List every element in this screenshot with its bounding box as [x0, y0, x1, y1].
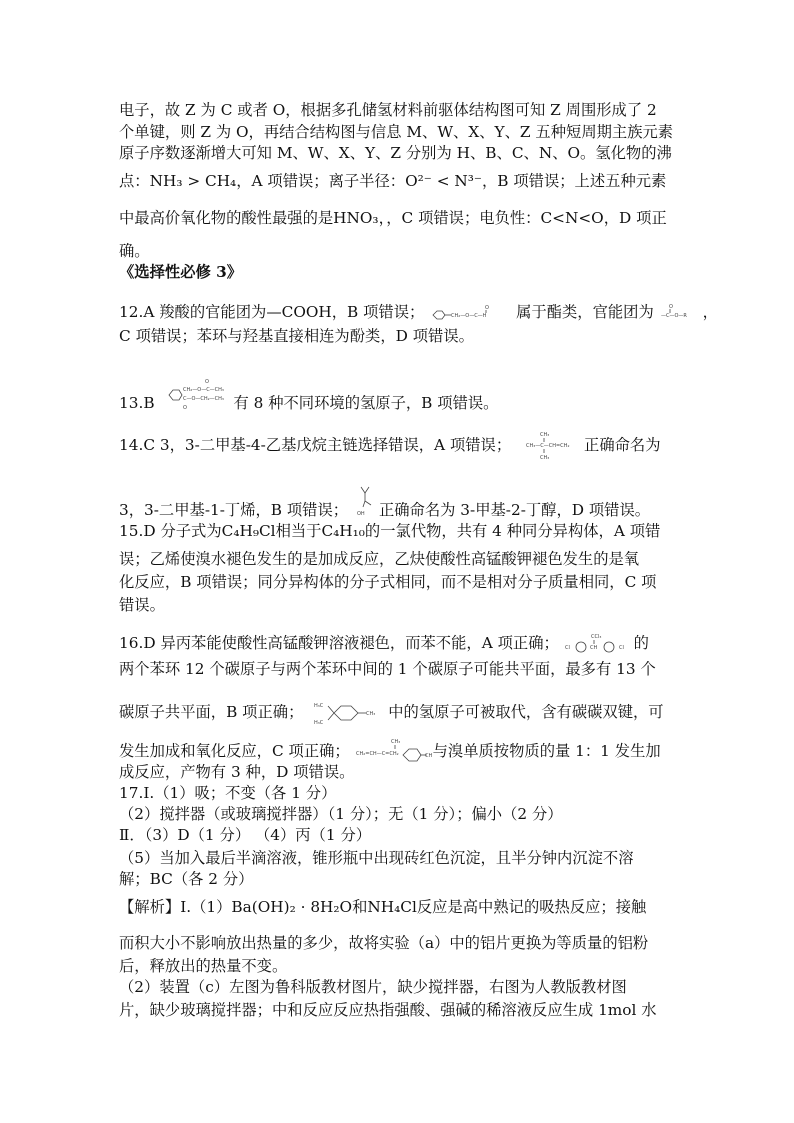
structure-label: O	[485, 305, 490, 311]
text-segment: 3，3-二甲基-1-丁烯，B 项错误；	[119, 501, 349, 519]
text-segment: 有 8 种不同环境的氢原子，B 项错误。	[233, 394, 499, 412]
text-segment: 16.D 异丙苯能使酸性高锰酸钾溶液褪色，而苯不能，A 项正确；	[119, 634, 559, 652]
text-line: 后，释放出的热量不变。	[119, 957, 288, 975]
text-segment: ，A 项错误；离子半径：	[236, 172, 406, 190]
structure-label: CH₃	[366, 711, 376, 717]
text-segment: 反应是高中熟记的吸热反应；接触	[416, 898, 647, 916]
text-segment: ，，C 项错误；电负性：C<N<O，D 项正	[378, 209, 667, 227]
structure-label: CH₃	[390, 739, 400, 745]
formula: Ba(OH)₂ · 8H₂O	[231, 898, 353, 916]
text-line: 错误。	[119, 596, 165, 614]
formula: C₄H₉Cl	[221, 522, 276, 540]
structure-label: CH₂—O—C—H	[451, 313, 487, 319]
text-segment: 12.A 羧酸的官能团为—COOH，B 项错误；	[119, 303, 425, 321]
structure-label: Cl	[618, 645, 624, 651]
text-segment: 发生加成和氧化反应，C 项正确；	[119, 742, 350, 760]
structure-label: H₃C	[314, 703, 324, 709]
text-segment: 的一氯代物，共有 4 种同分异构体，A 项错	[364, 522, 661, 540]
terpene-structure-image	[312, 698, 388, 728]
text-line: 个单键，则 Z 为 O，再结合结构图与信息 M、W、X、Y、Z 五种短周期主族元素	[119, 123, 674, 141]
structure-label: O	[205, 379, 210, 385]
formula: HNO₃	[333, 209, 379, 227]
text-line: 误；乙烯使溴水褪色发生的是加成反应，乙炔使酸性高锰酸钾褪色发生的是氧	[119, 550, 640, 568]
structure-label: C—O—CH₂—CH₃	[183, 396, 225, 402]
text-line	[119, 378, 498, 413]
structure-label: CH₂=CH—C=CH₂	[355, 751, 399, 757]
text-line	[119, 171, 666, 191]
structure-label: O	[668, 304, 673, 310]
text-line: 确。	[119, 242, 150, 260]
text-line	[119, 521, 660, 541]
text-segment: 【解析】Ⅰ.（1）	[119, 898, 232, 916]
structure-label: H₃C	[314, 720, 324, 726]
structure-label: CH₂—O—C—CH₃	[183, 387, 225, 393]
text-segment: 14.C 3，3-二甲基-4-乙基戊烷主链选择错误，A 项错误；	[119, 436, 512, 454]
formula: C₄H₁₀	[321, 522, 365, 540]
text-segment: 15.D 分子式为	[119, 522, 222, 540]
structure-label: CH	[424, 753, 432, 759]
structure-label: CH₃—C—CH=CH₂	[526, 443, 570, 449]
structure-label: Cl	[564, 645, 570, 651]
text-segment: ，	[702, 303, 718, 321]
text-line: 成反应，产物有 3 种，D 项错误。	[119, 763, 355, 781]
alkene-structure-image	[524, 430, 584, 462]
text-line: 片，缺少玻璃搅拌器；中和反应反应热指强酸、强碱的稀溶液反应生成 1mol 水	[119, 1001, 657, 1019]
text-segment: 碳原子共平面，B 项正确；	[119, 703, 304, 721]
text-segment: 的	[633, 634, 649, 652]
text-segment: 正确命名为	[584, 436, 661, 454]
text-line: C 项错误；苯环与羟基直接相连为酚类，D 项错误。	[119, 327, 474, 345]
text-line: 解；BC（各 2 分）	[119, 870, 254, 888]
text-segment: 属于酯类，官能团为	[516, 303, 654, 321]
text-segment: 相当于	[275, 522, 322, 540]
text-line	[119, 698, 664, 728]
text-segment: 13.B	[119, 394, 155, 412]
text-segment: 点：	[119, 172, 150, 190]
text-line: 化反应，B 项错误；同分异构体的分子式相同，而不是相对分子质量相同，C 项	[119, 573, 657, 591]
section-heading: 《选择性必修 3》	[119, 263, 243, 281]
text-segment: 正确命名为 3-甲基-2-丁醇，D 项错误。	[378, 501, 651, 519]
structure-label: O	[183, 405, 188, 411]
diester-structure-image	[165, 378, 233, 412]
text-line: 两个苯环 12 个碳原子与两个苯环中间的 1 个碳原子可能共平面，最多有 13 个	[119, 660, 656, 678]
structure-label: OH	[356, 511, 365, 517]
text-line: Ⅱ．（3）D（1 分） （4）丙（1 分）	[119, 826, 372, 844]
text-line: （2）装置（c）左图为鲁科版教材图片，缺少搅拌器，右图为人教版教材图	[119, 978, 627, 996]
text-line	[119, 430, 661, 462]
structure-label: CH₃	[540, 432, 550, 438]
structure-label: CH₃	[540, 455, 550, 461]
structure-label: CCl₃	[590, 634, 602, 640]
alcohol-structure-image	[353, 485, 379, 519]
structure-label: CH	[589, 645, 597, 651]
text-line	[119, 897, 646, 917]
ddt-structure-image	[564, 632, 634, 656]
text-line	[119, 302, 718, 324]
text-line: 17.Ⅰ.（1）吸；不变（各 1 分）	[119, 784, 337, 802]
text-line	[119, 485, 650, 520]
formula: NH₄Cl	[367, 898, 417, 916]
text-line: 而积大小不影响放出热量的多少，故将实验（a）中的铝片更换为等质量的铝粉	[119, 934, 649, 952]
formula: NH₃ > CH₄	[149, 172, 237, 190]
text-segment: ，B 项错误；上述五种元素	[481, 172, 667, 190]
text-segment: 和	[352, 898, 368, 916]
ester-group-image	[659, 302, 703, 324]
formula: O²⁻ < N³⁻	[405, 172, 482, 190]
text-line	[119, 208, 667, 228]
text-segment: 中的氢原子可被取代，含有碳碳双键，可	[388, 703, 664, 721]
diene-structure-image	[355, 737, 433, 767]
text-line	[119, 632, 649, 656]
text-line: 电子，故 Z 为 C 或者 O，根据多孔储氢材料前驱体结构图可知 Z 周围形成了 2	[119, 101, 657, 119]
text-segment: 中最高价氧化物的酸性最强的是	[119, 209, 334, 227]
text-line: （2）搅拌器（或玻璃搅拌器）（1 分）；无（1 分）；偏小（2 分）	[119, 805, 563, 823]
text-segment: 与溴单质按物质的量 1：1 发生加	[432, 742, 661, 760]
structure-label: —C—O—R	[660, 313, 687, 319]
text-line: 原子序数逐渐增大可知 M、W、X、Y、Z 分别为 H、B、C、N、O。氢化物的沸	[119, 144, 672, 162]
text-line: （5）当加入最后半滴溶液，锥形瓶中出现砖红色沉淀，且半分钟内沉淀不溶	[119, 849, 634, 867]
ester-structure-image	[429, 303, 511, 323]
